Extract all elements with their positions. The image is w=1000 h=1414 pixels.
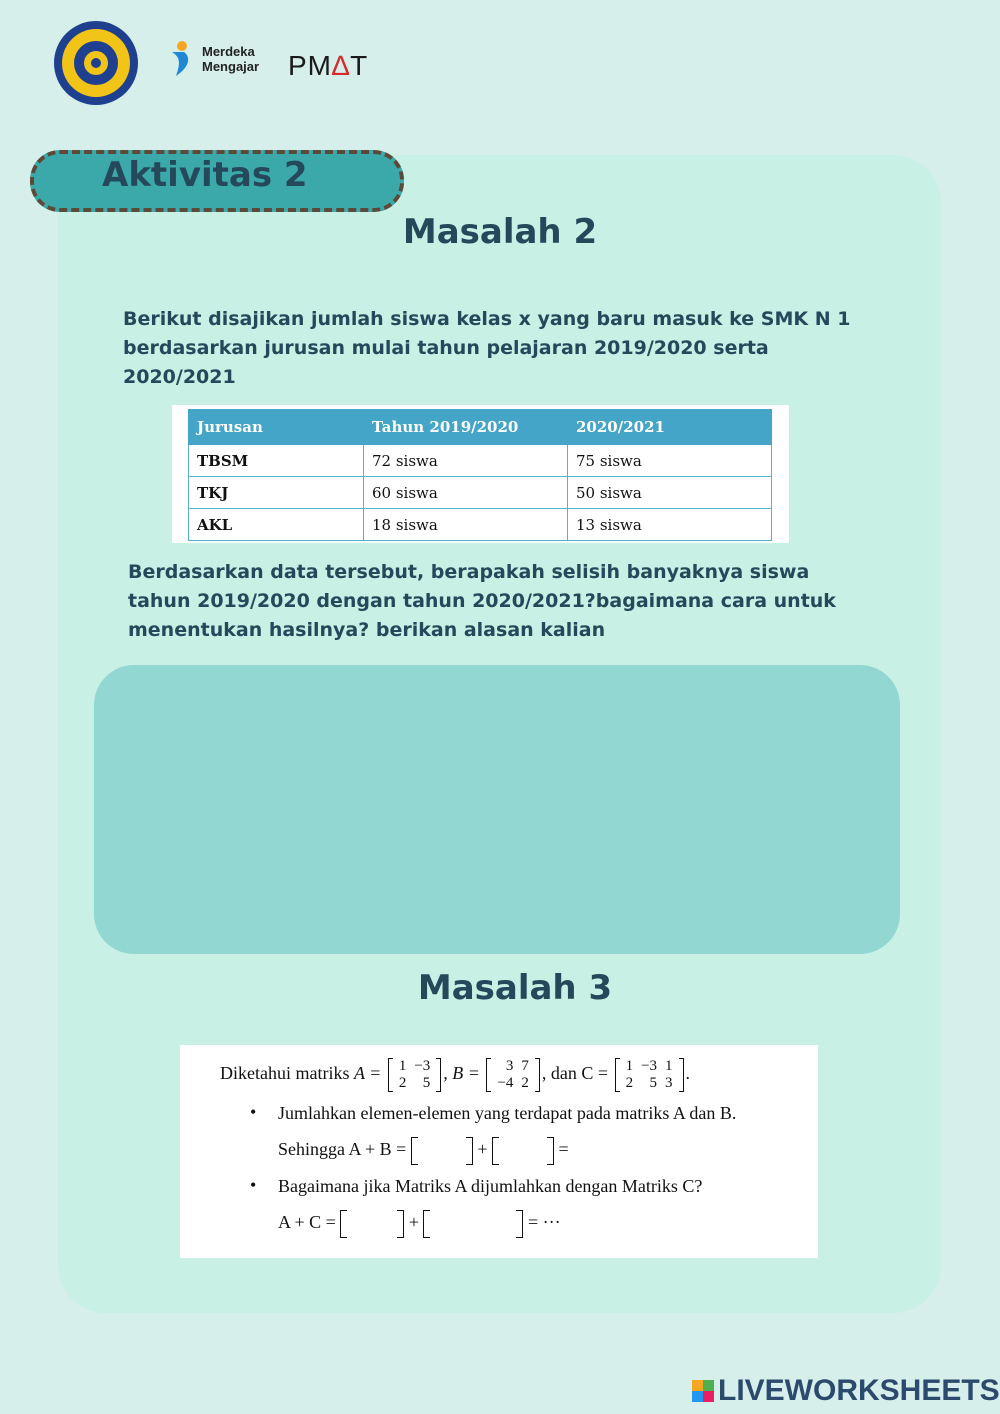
matrix-cell: 2 — [625, 1075, 634, 1091]
col-header-2019: Tahun 2019/2020 — [364, 410, 568, 445]
liveworksheets-icon — [692, 1380, 714, 1402]
problem2-intro — [123, 305, 850, 392]
pmat-suffix: T — [350, 50, 369, 81]
merdeka-line2: Mengajar — [202, 59, 260, 74]
problem3-heading: Masalah 3 — [417, 968, 613, 1008]
given-matrices-line — [220, 1058, 690, 1092]
matrix-cell: 1 — [625, 1058, 634, 1074]
activity-title: Aktivitas 2 — [102, 155, 308, 195]
given-prefix: Diketahui matriks — [220, 1063, 350, 1084]
students-table — [188, 409, 772, 541]
table-header-row — [189, 410, 772, 445]
table-row — [189, 509, 772, 541]
col-header-jurusan: Jurusan — [189, 410, 364, 445]
pmat-triangle: ∆ — [332, 50, 351, 81]
matrix-cell: 2 — [521, 1075, 529, 1091]
students-table-image — [172, 405, 789, 543]
problem2-heading: Masalah 2 — [402, 212, 598, 252]
matrix-cell: 2 — [398, 1075, 407, 1091]
matrix-cell: 1 — [398, 1058, 407, 1074]
matrix-cell: 3 — [665, 1075, 673, 1091]
matrix-c-label: , dan C = — [541, 1063, 609, 1084]
answer-box[interactable] — [94, 665, 900, 954]
matrix-cell: 1 — [665, 1058, 673, 1074]
sum1-prefix: Sehingga A + B = — [278, 1139, 407, 1160]
matrix-cell: −3 — [641, 1058, 658, 1074]
pmat-logo — [288, 50, 368, 82]
question-line2: tahun 2019/2020 dengan tahun 2020/2021?bagaimana cara untuk — [128, 590, 836, 612]
problem2-question — [128, 558, 836, 645]
table-row — [189, 477, 772, 509]
sum1-line — [278, 1137, 569, 1165]
sum2-prefix: A + C = — [278, 1212, 336, 1233]
liveworksheets-text: LIVEWORKSHEETS — [718, 1374, 1000, 1407]
cell-2019: 60 siswa — [364, 477, 568, 509]
bullet2-text: Bagaimana jika Matriks A dijumlahkan dengan Matriks C? — [278, 1176, 703, 1196]
matrix-cell: 5 — [649, 1075, 658, 1091]
plus-sign: + — [408, 1212, 419, 1233]
matrix-b — [486, 1058, 539, 1092]
matrix-cell: −3 — [414, 1058, 431, 1074]
question-line1: Berdasarkan data tersebut, berapakah selisih banyaknya siswa — [128, 561, 810, 583]
matrix-c — [615, 1058, 684, 1092]
merdeka-mengajar-icon — [168, 40, 194, 78]
cell-2020: 75 siswa — [568, 445, 772, 477]
bullet-dot-2: • — [250, 1175, 257, 1195]
col-header-2020: 2020/2021 — [568, 410, 772, 445]
matrix-b-label: , B = — [443, 1063, 480, 1084]
intro-line1: Berikut disajikan jumlah siswa kelas x yang baru masuk ke SMK N 1 — [123, 308, 851, 330]
cell-jurusan: TBSM — [189, 445, 364, 477]
matrix-cell: −4 — [497, 1075, 514, 1091]
equals-sign: = — [558, 1139, 569, 1160]
cell-2019: 72 siswa — [364, 445, 568, 477]
cell-2020: 50 siswa — [568, 477, 772, 509]
merdeka-mengajar-logo — [168, 40, 259, 78]
sum2-line — [278, 1210, 561, 1238]
table-row — [189, 445, 772, 477]
cell-jurusan: TKJ — [189, 477, 364, 509]
matrix-a-label: A = — [353, 1063, 382, 1084]
header-logos — [52, 18, 140, 108]
matrix-cell: 5 — [422, 1075, 431, 1091]
liveworksheets-brand[interactable] — [692, 1374, 1000, 1408]
pmat-prefix: PM — [288, 50, 332, 81]
cell-2020: 13 siswa — [568, 509, 772, 541]
uad-seal-logo — [52, 19, 140, 107]
merdeka-line1: Merdeka — [202, 44, 255, 59]
cell-2019: 18 siswa — [364, 509, 568, 541]
intro-line2: berdasarkan jurusan mulai tahun pelajaran 2019/2020 serta — [123, 337, 769, 359]
intro-line3: 2020/2021 — [123, 366, 236, 388]
bullet1-text: Jumlahkan elemen-elemen yang terdapat pada matriks A dan B. — [278, 1103, 737, 1123]
end-period: . — [685, 1063, 691, 1084]
matrix-cell: 3 — [505, 1058, 514, 1074]
matrix-cell: 7 — [521, 1058, 529, 1074]
bullet-dot-1: • — [250, 1102, 257, 1122]
matrix-problem-image — [180, 1045, 818, 1258]
plus-sign: + — [477, 1139, 488, 1160]
equals-dots: = ··· — [527, 1212, 561, 1233]
matrix-a — [388, 1058, 441, 1092]
cell-jurusan: AKL — [189, 509, 364, 541]
question-line3: menentukan hasilnya? berikan alasan kalian — [128, 619, 606, 641]
